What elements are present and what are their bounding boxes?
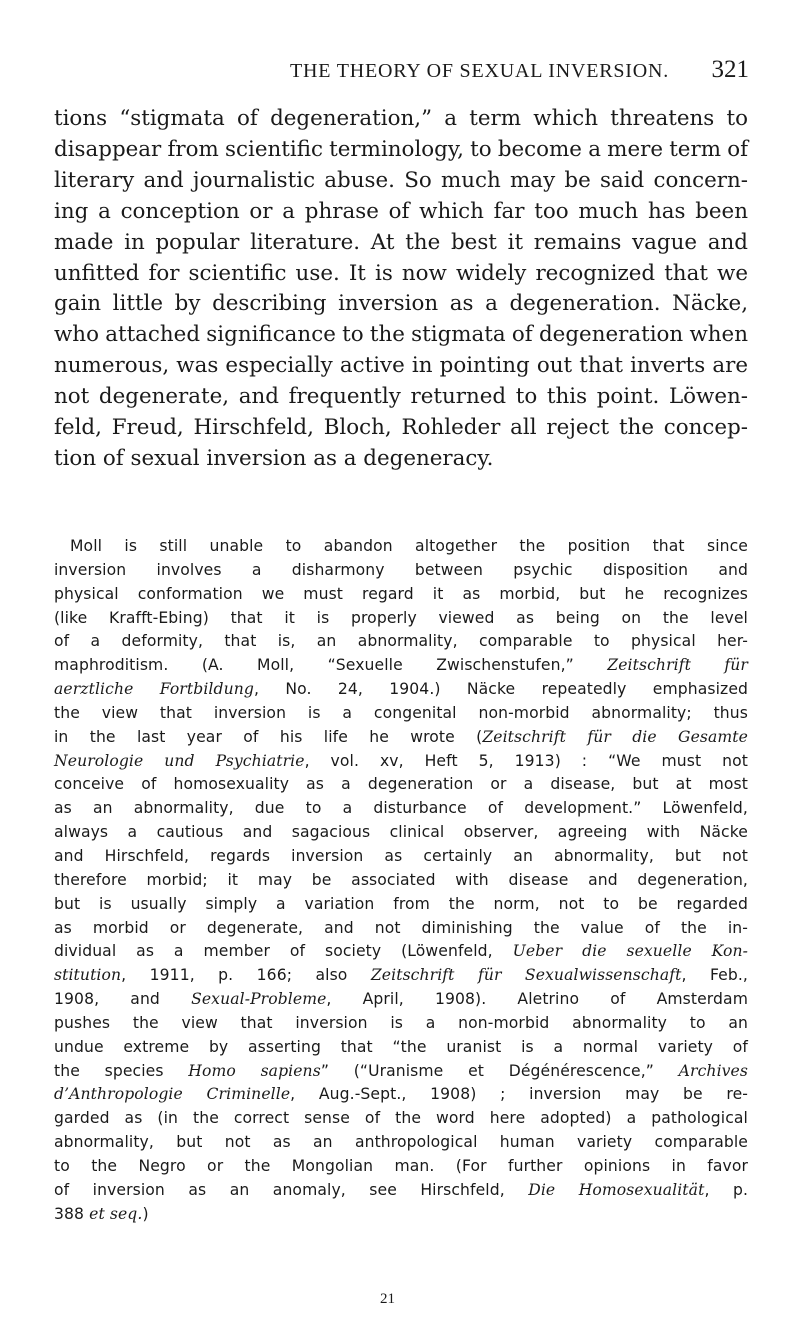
italic-text: et seq.	[89, 1204, 143, 1223]
note-line	[54, 1060, 748, 1084]
note-line	[54, 1179, 748, 1203]
note-text: , vol. xv, Heft 5, 1913) : “We must not	[304, 751, 749, 770]
note-line	[54, 607, 748, 631]
body-line: who attached significance to the stigmata of degeneration when	[54, 322, 748, 348]
note-text: (like Krafft-Ebing) that it is properly viewed as being on the level	[54, 608, 748, 627]
note-line	[54, 1203, 748, 1227]
italic-text: Archives	[678, 1061, 748, 1080]
body-line: numerous, was especially active in pointing out that inverts are	[54, 353, 748, 379]
note-text: but is usually simply a variation from the norm, not to be regarded	[54, 894, 748, 913]
note-text: 388	[54, 1204, 90, 1223]
note-text: Moll is still unable to abandon altogether the position that since	[70, 537, 748, 555]
note-text: 1908, and	[54, 990, 192, 1009]
page-number: 321	[711, 56, 749, 83]
note-text: therefore morbid; it may be associated with disease and degeneration,	[54, 870, 748, 889]
note-line	[54, 750, 748, 774]
note-line	[54, 940, 748, 964]
note-line	[54, 773, 748, 797]
note-text: , April, 1908). Aletrino of Amsterdam	[326, 990, 748, 1009]
note-line	[54, 893, 748, 917]
note-text: , Aug.-Sept., 1908) ; inversion may be re-	[290, 1085, 748, 1104]
body-line: not degenerate, and frequently returned to this point. Löwen-	[54, 384, 748, 410]
note-text: of inversion as an anomaly, see Hirschfeld,	[54, 1180, 529, 1199]
note-line	[54, 678, 748, 702]
note-text: , 1911, p. 166; also	[121, 966, 371, 985]
signature-mark: 21	[380, 1291, 395, 1307]
note-line	[54, 1083, 748, 1107]
body-line: gain little by describing inversion as a degeneration. Näcke,	[54, 291, 748, 317]
note-line	[54, 988, 748, 1012]
note-text: as morbid or degenerate, and not diminishing the value of the in-	[54, 918, 748, 937]
body-line: made in popular literature. At the best it remains vague and	[54, 229, 748, 255]
running-head: THE THEORY OF SEXUAL INVERSION.	[290, 60, 670, 82]
note-line	[54, 702, 748, 726]
note-text: garded as (in the correct sense of the word here adopted) a pathological	[54, 1109, 748, 1128]
note-line	[54, 1155, 748, 1179]
italic-text: Ueber die sexuelle Kon-	[512, 942, 748, 961]
note-line	[54, 797, 748, 821]
italic-text: stitution	[54, 966, 122, 985]
note-text: dividual as a member of society (Löwenfeld,	[54, 942, 513, 961]
note-text: ” (“Uranisme et Dégénérescence,”	[320, 1061, 679, 1080]
note-text: )	[142, 1204, 149, 1223]
body-line: ing a conception or a phrase of which far too much has been	[54, 198, 748, 224]
body-line: unfitted for scientific use. It is now widely recognized that we	[54, 260, 748, 286]
note-line	[54, 869, 748, 893]
note-line	[54, 535, 748, 559]
footnote-paragraph	[54, 535, 748, 1226]
italic-text: Neurologie und Psychiatrie	[54, 751, 305, 770]
note-text: to the Negro or the Mongolian man. (For further opinions in favor	[54, 1156, 748, 1175]
italic-text: d’Anthropologie Criminelle	[54, 1085, 291, 1104]
note-text: in the last year of his life he wrote (	[54, 727, 483, 746]
note-text: , Feb.,	[681, 966, 748, 985]
note-text: always a cautious and sagacious clinical observer, agreeing with Näcke	[54, 823, 748, 842]
note-text: abnormality, but not as an anthropological human variety comparable	[54, 1133, 748, 1152]
body-line: disappear from scientific terminology, to become a mere term of	[54, 136, 748, 162]
note-line	[54, 726, 748, 750]
note-line	[54, 821, 748, 845]
note-line	[54, 583, 748, 607]
note-text: maphroditism. (A. Moll, “Sexuelle Zwischenstufen,”	[54, 656, 608, 675]
note-line	[54, 1036, 748, 1060]
note-text: , p.	[704, 1180, 749, 1199]
body-line: tion of sexual inversion as a degeneracy.	[54, 445, 494, 471]
note-text: pushes the view that inversion is a non-morbid abnormality to an	[54, 1013, 748, 1032]
note-text: as an abnormality, due to a disturbance of development.” Löwenfeld,	[54, 799, 748, 818]
italic-text: aerztliche Fortbildung	[54, 680, 254, 699]
note-text: inversion involves a disharmony between psychic disposition and	[54, 560, 748, 579]
note-line	[54, 917, 748, 941]
note-line	[54, 654, 748, 678]
note-text: and Hirschfeld, regards inversion as certainly an abnormality, but not	[54, 846, 748, 865]
note-text: the view that inversion is a congenital non-morbid abnormality; thus	[54, 703, 748, 722]
note-line	[54, 1107, 748, 1131]
note-line	[54, 559, 748, 583]
italic-text: Zeitschrift für	[607, 656, 748, 675]
note-text: of a deformity, that is, an abnormality, comparable to physical her-	[54, 632, 748, 651]
body-line: tions “stigmata of degeneration,” a term which threatens to	[54, 106, 748, 131]
note-line	[54, 630, 748, 654]
italic-text: Homo sapiens	[188, 1061, 321, 1080]
note-text: conceive of homosexuality as a degeneration or a disease, but at most	[54, 775, 748, 794]
italic-text: Die Homosexualität	[528, 1180, 705, 1199]
italic-text: Zeitschrift für die Gesamte	[482, 727, 748, 746]
note-text: physical conformation we must regard it as morbid, but he recognizes	[54, 584, 748, 603]
italic-text: Sexual-Probleme	[191, 990, 327, 1009]
body-line: feld, Freud, Hirschfeld, Bloch, Rohleder all reject the concep-	[54, 415, 748, 441]
body-line: literary and journalistic abuse. So much may be said concern-	[54, 167, 748, 193]
note-text: , No. 24, 1904.) Näcke repeatedly emphasized	[253, 680, 749, 699]
note-line	[54, 1131, 748, 1155]
note-line	[54, 845, 748, 869]
note-line	[54, 964, 748, 988]
note-line	[54, 1012, 748, 1036]
note-text: undue extreme by asserting that “the uranist is a normal variety of	[54, 1037, 748, 1056]
body-paragraph	[54, 104, 748, 475]
note-text: the species	[54, 1061, 189, 1080]
italic-text: Zeitschrift für Sexualwissenschaft	[370, 966, 682, 985]
